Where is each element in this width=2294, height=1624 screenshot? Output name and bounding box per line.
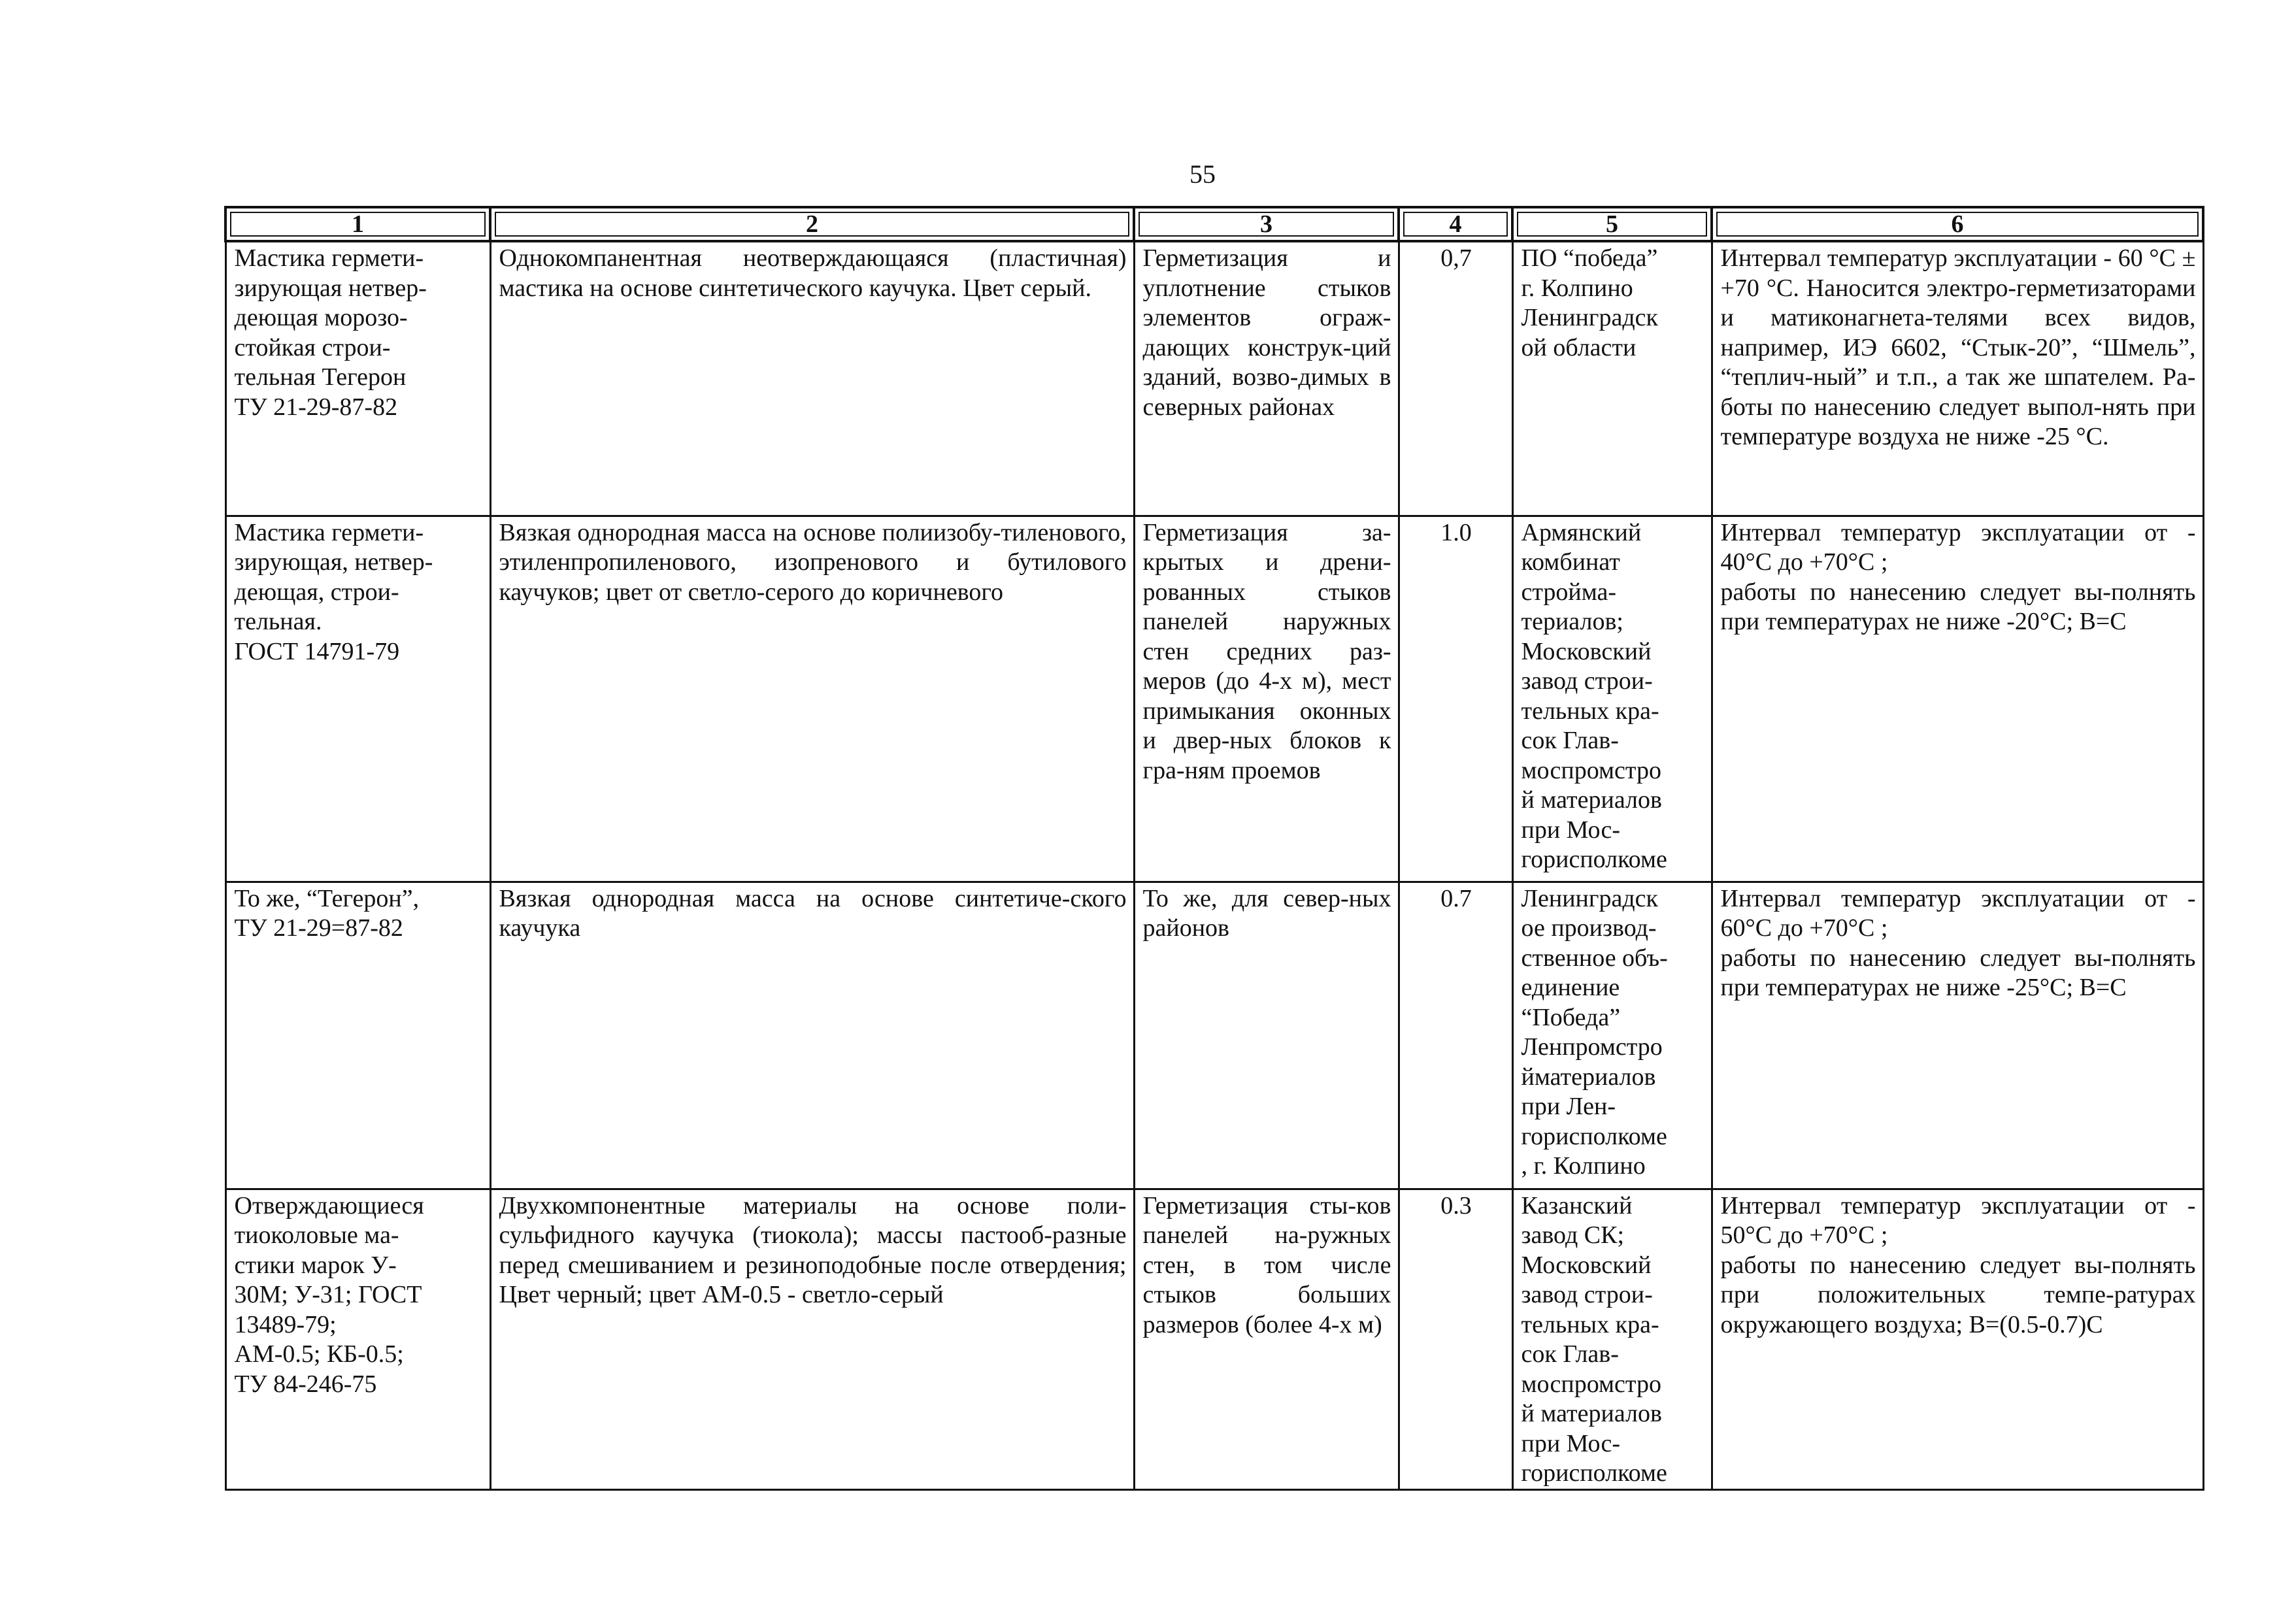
value-cell: 0.3 [1399,1189,1512,1489]
manufacturer-cell: Казанский завод СК; Московский завод строи- тельных кра- сок Глав- моспромстро й материалов при Мос- горисполкоме [1512,1189,1712,1489]
column-header-1: 1 [225,207,490,241]
material-description-cell: Двухкомпонентные материалы на основе поли-сульфидного каучука (тиокола); массы пастооб-разные перед смешиванием и резиноподобные после отвердения; Цвет черный; цвет АМ-0.5 - светло-серый [490,1189,1134,1489]
material-name-cell: Мастика гермети- зирующая, нетвер- деющая, строи- тельная. ГОСТ 14791-79 [225,516,490,882]
application-area-cell: Герметизация за-крытых и дрени-рованных стыков панелей наружных стен средних раз-меров (до 4-х м), мест примыкания оконных и двер-ных блоков к гра-ням проемов [1134,516,1399,882]
manufacturer-cell: Ленинградск ое производ- ственное объ- единение “Победа” Ленпромстро йматериалов при Лен- горисполкоме , г. Колпино [1512,882,1712,1189]
operating-conditions-cell: Интервал температур эксплуатации от - 50°С до +70°С ; работы по нанесению следует вы-полнять при положительных темпе-ратурах окружающего воздуха; В=(0.5-0.7)С [1712,1189,2203,1489]
manufacturer-cell: Армянский комбинат стройма- териалов; Московский завод строи- тельных кра- сок Глав- моспромстро й материалов при Мос- горисполкоме [1512,516,1712,882]
application-area-cell: Герметизация и уплотнение стыков элементов ограж-дающих конструк-ций зданий, возво-димых в северных районах [1134,241,1399,516]
column-header-4: 4 [1399,207,1512,241]
operating-conditions-cell: Интервал температур эксплуатации от - 60°С до +70°С ; работы по нанесению следует вы-полнять при температурах не ниже -25°С; В=С [1712,882,2203,1189]
material-name-cell: Отверждающиеся тиоколовые ма- стики марок У- 30М; У-31; ГОСТ 13489-79; АМ-0.5; КБ-0.5; ТУ 84-246-75 [225,1189,490,1489]
column-header-2: 2 [490,207,1134,241]
value-cell: 0.7 [1399,882,1512,1189]
application-area-cell: Герметизация сты-ков панелей на-ружных стен, в том числе стыков больших размеров (более 4-х м) [1134,1189,1399,1489]
operating-conditions-cell: Интервал температур эксплуатации от - 40°С до +70°С ; работы по нанесению следует вы-полнять при температурах не ниже -20°С; В=С [1712,516,2203,882]
page-number: 55 [1189,159,1216,189]
table-row [225,516,2203,882]
materials-table [224,206,2204,1491]
table-row [225,882,2203,1189]
manufacturer-cell: ПО “победа” г. Колпино Ленинградск ой области [1512,241,1712,516]
column-header-3: 3 [1134,207,1399,241]
application-area-cell: То же, для север-ных районов [1134,882,1399,1189]
column-header-6: 6 [1712,207,2203,241]
column-header-5: 5 [1512,207,1712,241]
material-name-cell: Мастика гермети- зирующая нетвер- деющая морозо- стойкая строи- тельная Тегерон ТУ 21-29-87-82 [225,241,490,516]
value-cell: 0,7 [1399,241,1512,516]
table-header-row [225,207,2203,241]
value-cell: 1.0 [1399,516,1512,882]
material-description-cell: Вязкая однородная масса на основе синтетиче-ского каучука [490,882,1134,1189]
material-description-cell: Вязкая однородная масса на основе полиизобу-тиленового, этиленпропиленового, изопренового и бутилового каучуков; цвет от светло-серого до коричневого [490,516,1134,882]
table-row [225,241,2203,516]
table-row [225,1189,2203,1489]
material-name-cell: То же, “Тегерон”, ТУ 21-29=87-82 [225,882,490,1189]
operating-conditions-cell: Интервал температур эксплуатации - 60 °С ± +70 °С. Наносится электро-герметизаторами и матиконагнета-телями всех видов, например, ИЭ 6602, “Стык-20”, “Шмель”, “теплич-ный” и т.п., а так же шпателем. Ра-боты по нанесению следует выпол-нять при температуре воздуха не ниже -25 °С. [1712,241,2203,516]
material-description-cell: Однокомпанентная неотверждающаяся (пластичная) мастика на основе синтетического каучука. Цвет серый. [490,241,1134,516]
